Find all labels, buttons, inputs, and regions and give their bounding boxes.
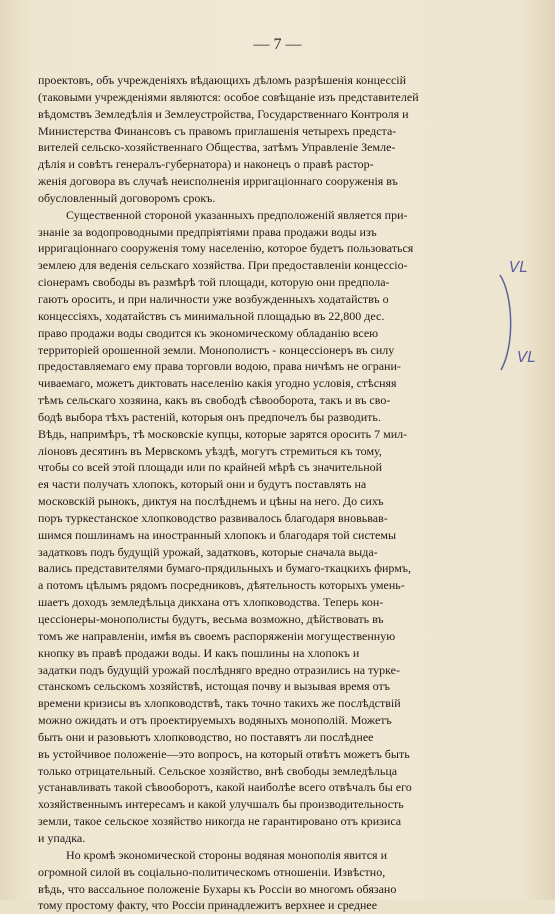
text-line: концессіяхъ, ходатайствъ съ минимальной площадью въ 22,800 дес. bbox=[38, 308, 385, 323]
text-line: только отрицательный. Сельское хозяйство, внѣ свободы земледѣльца bbox=[38, 763, 398, 778]
text-line: устанавливать такой сѣвооборотъ, какой наиболѣе всего отвѣчалъ бы его bbox=[38, 780, 412, 795]
text-line: территоріей орошенной земли. Монополистъ - концессіонеръ въ силу bbox=[38, 342, 395, 357]
text-line: и упадка. bbox=[38, 830, 86, 845]
text-line: сіонерамъ свободы въ размѣрѣ той площади, которую они предпола- bbox=[38, 275, 390, 290]
pencil-bracket bbox=[500, 275, 511, 370]
text-line: тому простому факту, что Россіи принадлежитъ верхнее и среднее bbox=[38, 898, 378, 913]
text-line: Но кромѣ экономической стороны водяная монополія явится и bbox=[66, 847, 387, 862]
text-line: шаетъ доходъ земледѣльца дикхана отъ хлопководства. Теперь кон- bbox=[38, 595, 384, 610]
text-line: огромной силой въ соціально-политическомъ отношеніи. Извѣстно, bbox=[38, 864, 386, 879]
text-line: землею для веденія сельскаго хозяйства. При предоставленіи концессіо- bbox=[38, 258, 408, 273]
text-line: станскомъ сельскомъ хозяйствѣ, истощая почву и вызывая время отъ bbox=[38, 679, 390, 694]
text-line: томъ же направленіи, имѣя въ своемъ распоряженіи могущественную bbox=[38, 628, 396, 643]
page-number: — 7 — bbox=[253, 36, 302, 53]
text-line: знаніе за водопроводными предпріятіями права продажи воды изъ bbox=[38, 224, 377, 239]
text-line: Министерства Финансовъ съ правомъ приглашенія четырехъ предста- bbox=[38, 123, 397, 138]
text-line: предоставляемаго ему права торговли водою, права ничѣмъ не ограни- bbox=[38, 359, 401, 374]
text-line: шимся пошлинамъ на иностранный хлопокъ и благодаря той системы bbox=[38, 527, 397, 542]
text-line: Вѣдь, напримѣръ, тѣ московскіе купцы, которые зарятся оросить 7 мил- bbox=[38, 426, 408, 441]
margin-note-2: VL bbox=[517, 348, 536, 366]
text-line: дѣлія и совѣтъ генералъ-губернатора) и наконецъ о правѣ растор- bbox=[38, 157, 374, 172]
margin-pencil-notes bbox=[495, 250, 555, 410]
body-text bbox=[38, 72, 490, 914]
margin-note-1: VL bbox=[509, 258, 528, 276]
text-line: чтобы со всей этой площади или по крайней мѣрѣ съ значительной bbox=[38, 460, 383, 475]
text-line: обусловленный договоромъ срокъ. bbox=[38, 190, 216, 205]
text-line: земли, такое сельское хозяйство никогда не гарантировано отъ кризиса bbox=[38, 814, 402, 829]
text-line: быть они и разовьютъ хлопководство, но поставятъ ли послѣднее bbox=[38, 729, 374, 744]
text-line: цессіонеры-монополисты будутъ, весьма возможно, дѣйствовать въ bbox=[38, 612, 384, 626]
text-line: Существенной стороной указанныхъ предположеній является при- bbox=[66, 207, 408, 222]
text-line: московскій рынокъ, диктуя на послѣднемъ и цѣны на него. До сихъ bbox=[38, 494, 384, 509]
text-line: бодѣ выбора тѣхъ растеній, которыя онъ предпочелъ бы разводить. bbox=[38, 409, 381, 424]
text-line: кнопку въ правѣ продажи воды. И какъ пошлины на хлопокъ и bbox=[38, 645, 360, 660]
text-line: гаютъ оросить, и при наличности уже возбужденныхъ ходатайствъ о bbox=[38, 291, 389, 306]
text-line: хозяйственнымъ интересамъ и какой улучшалъ бы производительность bbox=[38, 797, 404, 812]
text-line: (таковыми учрежденіями являются: особое совѣщаніе изъ представителей bbox=[38, 89, 419, 104]
text-line: вителей сельско-хозяйственнаго Общества, затѣмъ Управленіе Земле- bbox=[38, 140, 396, 155]
text-line: проектовъ, объ учрежденіяхъ вѣдающихъ дѣломъ разрѣшенія концессій bbox=[38, 73, 407, 87]
text-line: поръ туркестанское хлопководство развивалось благодаря вновьвав- bbox=[38, 510, 388, 525]
text-line: право продажи воды сводится къ экономическому обладанію всею bbox=[38, 325, 379, 340]
text-line: вались представителями бумаго-прядильныхъ и бумаго-ткацкихъ фирмъ, bbox=[38, 561, 412, 576]
text-line: вѣдомствъ Земледѣлія и Землеустройства, Государственнаго Контроля и bbox=[38, 106, 409, 121]
text-line: времени кризисы въ хлопководствѣ, такъ точно такихъ же послѣдствій bbox=[38, 696, 401, 711]
text-line: задатковъ подъ будущій урожай, задатковъ, которые сначала выда- bbox=[38, 544, 378, 559]
text-line: ея части получать хлопокъ, который они и будутъ поставлять на bbox=[38, 477, 367, 492]
text-line: ирригаціоннаго сооруженія тому населенію, которое будетъ пользоваться bbox=[38, 241, 414, 256]
text-line: ліоновъ десятинъ въ Мервскомъ уѣздѣ, могутъ стремиться къ тому, bbox=[38, 443, 382, 458]
text-line: тѣмъ сельскаго хозяина, какъ въ свободѣ сѣвооборота, такъ и въ сво- bbox=[38, 393, 391, 408]
text-line: въ устойчивое положеніе—это вопросъ, на который отвѣтъ можетъ быть bbox=[38, 746, 410, 761]
pencil-marks-svg bbox=[495, 250, 555, 410]
text-line: а потомъ цѣлымъ рядомъ посредниковъ, дѣятельность которыхъ умень- bbox=[38, 578, 405, 593]
text-line: чиваемаго, можетъ диктовать населенію какія угодно условія, стѣсняя bbox=[38, 376, 397, 391]
text-line: задатки подъ будущій урожай послѣдняго вредно отразились на турке- bbox=[38, 662, 401, 677]
text-line: можно ожидать и отъ проектируемыхъ водяныхъ монополій. Можетъ bbox=[38, 713, 392, 728]
text-line: женія договора въ случаѣ неисполненія ирригаціоннаго сооруженія въ bbox=[38, 174, 398, 189]
text-line: вѣдь, что вассальное положеніе Бухары къ Россіи во многомъ обязано bbox=[38, 881, 397, 896]
